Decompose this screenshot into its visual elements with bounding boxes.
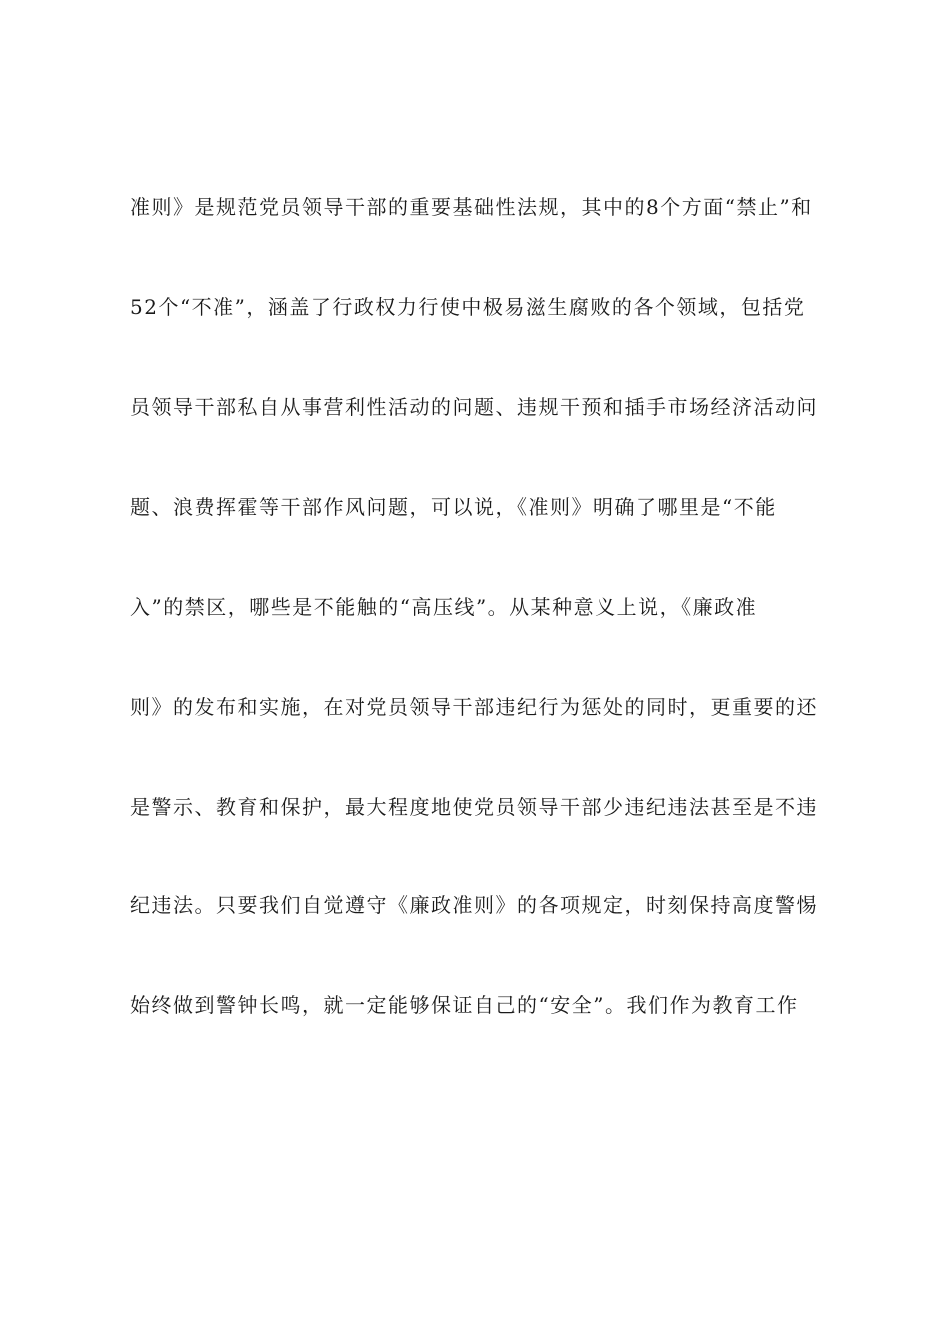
paragraph-line-4: 题、浪费挥霍等干部作风问题，可以说，《准则》明确了哪里是“不能 bbox=[130, 495, 777, 519]
paragraph-line-2: 52个“不准”，涵盖了行政权力行使中极易滋生腐败的各个领域，包括党 bbox=[130, 295, 806, 319]
paragraph-line-5: 入”的禁区，哪些是不能触的“高压线”。从某种意义上说，《廉政准 bbox=[130, 595, 758, 619]
paragraph-line-7: 是警示、教育和保护，最大程度地使党员领导干部少违纪违法甚至是不违 bbox=[130, 795, 818, 819]
paragraph-line-6: 则》的发布和实施，在对党员领导干部违纪行为惩处的同时，更重要的还 bbox=[130, 695, 818, 719]
paragraph-line-9: 始终做到警钟长鸣，就一定能够保证自己的“安全”。我们作为教育工作 bbox=[130, 993, 799, 1017]
paragraph-line-3: 员领导干部私自从事营利性活动的问题、违规干预和插手市场经济活动问 bbox=[130, 395, 818, 419]
paragraph-line-1: 准则》是规范党员领导干部的重要基础性法规，其中的8个方面“禁止”和 bbox=[130, 195, 813, 219]
paragraph-line-8: 纪违法。只要我们自觉遵守《廉政准则》的各项规定，时刻保持高度警惕 bbox=[130, 893, 818, 917]
